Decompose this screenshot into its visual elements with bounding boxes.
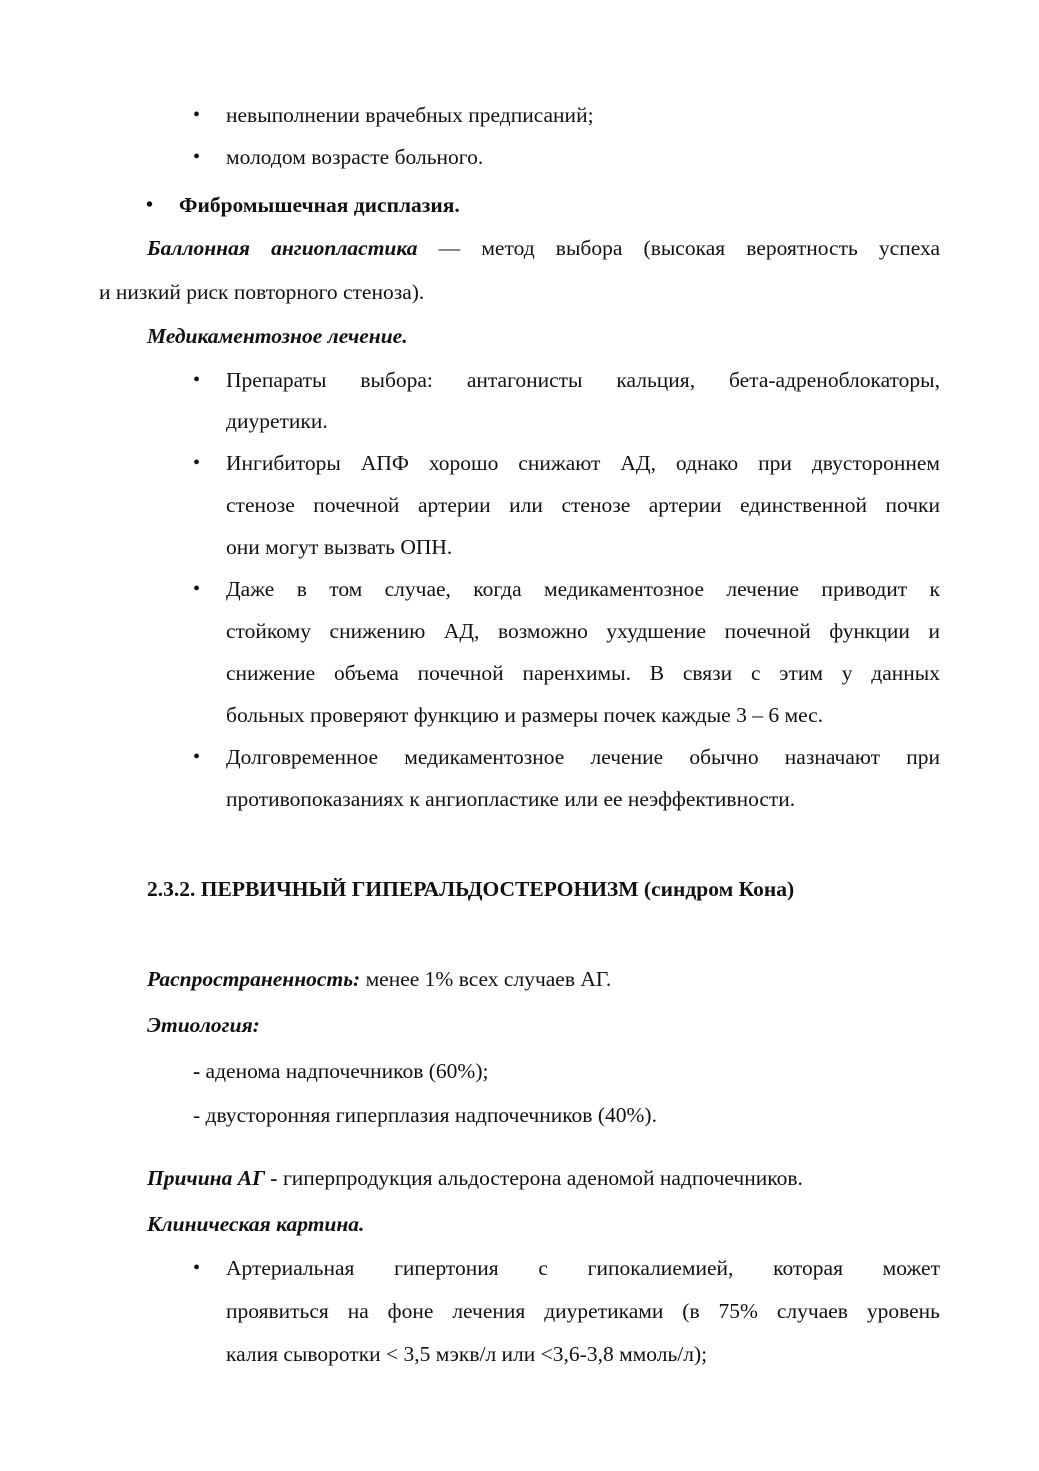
- bullet-icon: •: [193, 578, 201, 600]
- subsection-title: Фибромышечная дисплазия.: [179, 193, 460, 217]
- bullet-icon: •: [193, 146, 201, 168]
- dash-marker: -: [193, 1059, 201, 1083]
- paragraph-line: и низкий риск повторного стеноза).: [99, 280, 425, 304]
- section-heading: Медикаментозное лечение.: [147, 324, 408, 348]
- section-heading: Клиническая картина.: [147, 1212, 365, 1236]
- list-item: молодом возрасте больного.: [226, 145, 484, 169]
- bullet-icon: •: [193, 452, 201, 474]
- list-item: [193, 1056, 488, 1086]
- list-item-text: аденома надпочечников (60%);: [200, 1059, 489, 1083]
- paragraph-text: — метод выбора (высокая вероятность успеха: [417, 236, 940, 260]
- list-item-line: калия сыворотки < 3,5 мэкв/л или <3,6-3,8 ммоль/л);: [226, 1342, 708, 1366]
- list-item-line: Артериальная гипертония с гипокалиемией, которая может: [226, 1256, 940, 1280]
- list-item: - двусторонняя гиперплазия надпочечников (40%).: [193, 1103, 657, 1127]
- paragraph-line: [147, 964, 611, 994]
- paragraph-line: [147, 233, 940, 263]
- bullet-icon: •: [146, 194, 154, 216]
- list-item-line: Ингибиторы АПФ хорошо снижают АД, однако при двустороннем: [226, 451, 940, 475]
- list-item-line: Долговременное медикаментозное лечение обычно назначают при: [226, 745, 940, 769]
- list-item-line: Препараты выбора: антагонисты кальция, бета-адреноблокаторы,: [226, 368, 940, 392]
- bullet-icon: •: [193, 104, 201, 126]
- list-item-line: они могут вызвать ОПН.: [226, 535, 453, 559]
- list-item-line: стойкому снижению АД, возможно ухудшение почечной функции и: [226, 619, 940, 643]
- term: Причина АГ -: [147, 1166, 278, 1190]
- paragraph-text: гиперпродукция альдостерона аденомой надпочечников.: [277, 1166, 803, 1190]
- paragraph-text: менее 1% всех случаев АГ.: [360, 967, 612, 991]
- list-item-line: снижение объема почечной паренхимы. В связи с этим у данных: [226, 661, 940, 685]
- list-item: невыполнении врачебных предписаний;: [226, 103, 594, 127]
- list-item-line: противопоказаниях к ангиопластике или ее неэффективности.: [226, 787, 796, 811]
- bullet-icon: •: [193, 1257, 201, 1279]
- list-item-line: стенозе почечной артерии или стенозе артерии единственной почки: [226, 493, 940, 517]
- term: Распространенность:: [147, 967, 361, 991]
- section-heading: 2.3.2. ПЕРВИЧНЫЙ ГИПЕРАЛЬДОСТЕРОНИЗМ (синдром Кона): [147, 877, 795, 901]
- bullet-icon: •: [193, 746, 201, 768]
- list-item-line: проявиться на фоне лечения диуретиками (в 75% случаев уровень: [226, 1299, 940, 1323]
- paragraph-line: [147, 1163, 803, 1193]
- list-item-line: больных проверяют функцию и размеры почек каждые 3 – 6 мес.: [226, 703, 824, 727]
- bullet-icon: •: [193, 369, 201, 391]
- list-item-line: Даже в том случае, когда медикаментозное лечение приводит к: [226, 577, 940, 601]
- list-item-line: диуретики.: [226, 409, 328, 433]
- term: Баллонная ангиопластика: [147, 236, 418, 260]
- section-heading: Этиология:: [147, 1013, 260, 1037]
